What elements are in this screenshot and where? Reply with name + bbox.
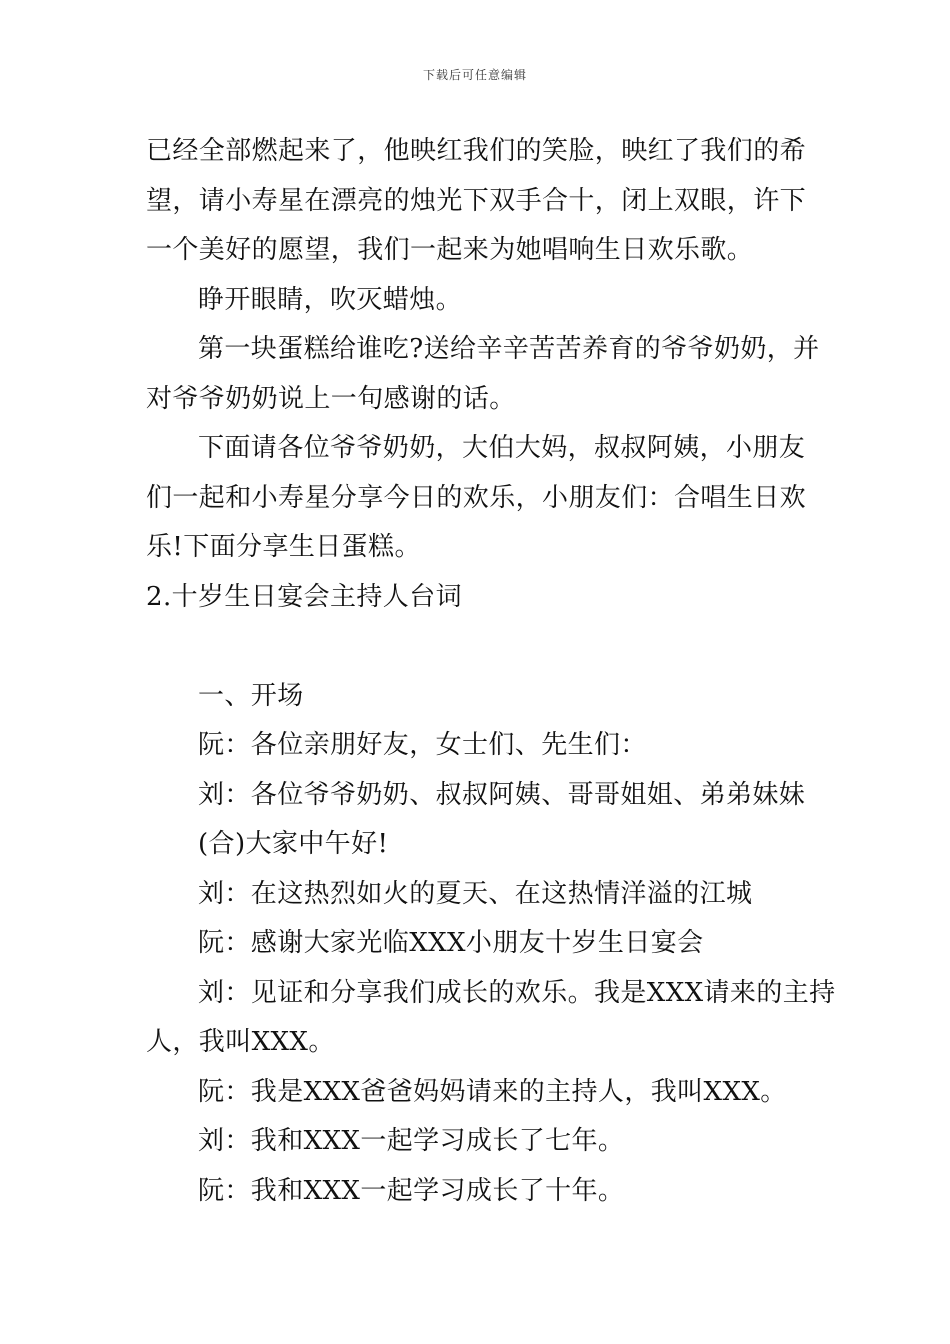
dialogue-line: 阮：我是XXX爸爸妈妈请来的主持人，我叫XXX。: [198, 1076, 787, 1107]
dialogue-line: 阮：各位亲朋好友，女士们、先生们：: [198, 730, 647, 760]
dialogue-line: 刘：各位爷爷奶奶、叔叔阿姨、哥哥姐姐、弟弟妹妹: [198, 779, 806, 810]
paragraph-line: 一个美好的愿望，我们一起来为她唱响生日欢乐歌。: [146, 235, 754, 265]
subsection-heading: 一、开场: [198, 680, 304, 711]
blank-line: [146, 622, 806, 672]
dialogue-line: 阮：感谢大家光临XXX小朋友十岁生日宴会: [198, 928, 704, 958]
paragraph-line: 下面请各位爷爷奶奶，大伯大妈，叔叔阿姨，小朋友: [198, 433, 806, 463]
paragraph-line: 睁开眼睛，吹灭蜡烛。: [198, 284, 463, 315]
dialogue-line: (合)大家中午好!: [198, 829, 389, 859]
page-header: 下载后可任意编辑: [422, 68, 527, 82]
paragraph-line: 望，请小寿星在漂亮的烛光下双手合十，闭上双眼，许下: [146, 185, 807, 216]
dialogue-line: 刘：在这热烈如火的夏天、在这热情洋溢的江城: [198, 878, 753, 909]
document-body: [146, 127, 836, 1216]
dialogue-line: 刘：我和XXX一起学习成长了七年。: [198, 1126, 625, 1156]
paragraph-line: 乐!下面分享生日蛋糕。: [146, 532, 421, 562]
paragraph-line: 已经全部燃起来了，他映红我们的笑脸，映红了我们的希: [146, 136, 807, 166]
dialogue-line: 刘：见证和分享我们成长的欢乐。我是XXX请来的主持: [198, 977, 836, 1008]
section-heading: 2.十岁生日宴会主持人台词: [146, 581, 463, 612]
paragraph-line: 第一块蛋糕给谁吃?送给辛辛苦苦养育的爷爷奶奶，并: [198, 334, 820, 364]
paragraph-line: 们一起和小寿星分享今日的欢乐，小朋友们：合唱生日欢: [146, 482, 807, 513]
dialogue-line: 阮：我和XXX一起学习成长了十年。: [198, 1175, 625, 1206]
paragraph-line: 对爷爷奶奶说上一句感谢的话。: [146, 383, 516, 414]
dialogue-line: 人，我叫XXX。: [146, 1027, 335, 1057]
